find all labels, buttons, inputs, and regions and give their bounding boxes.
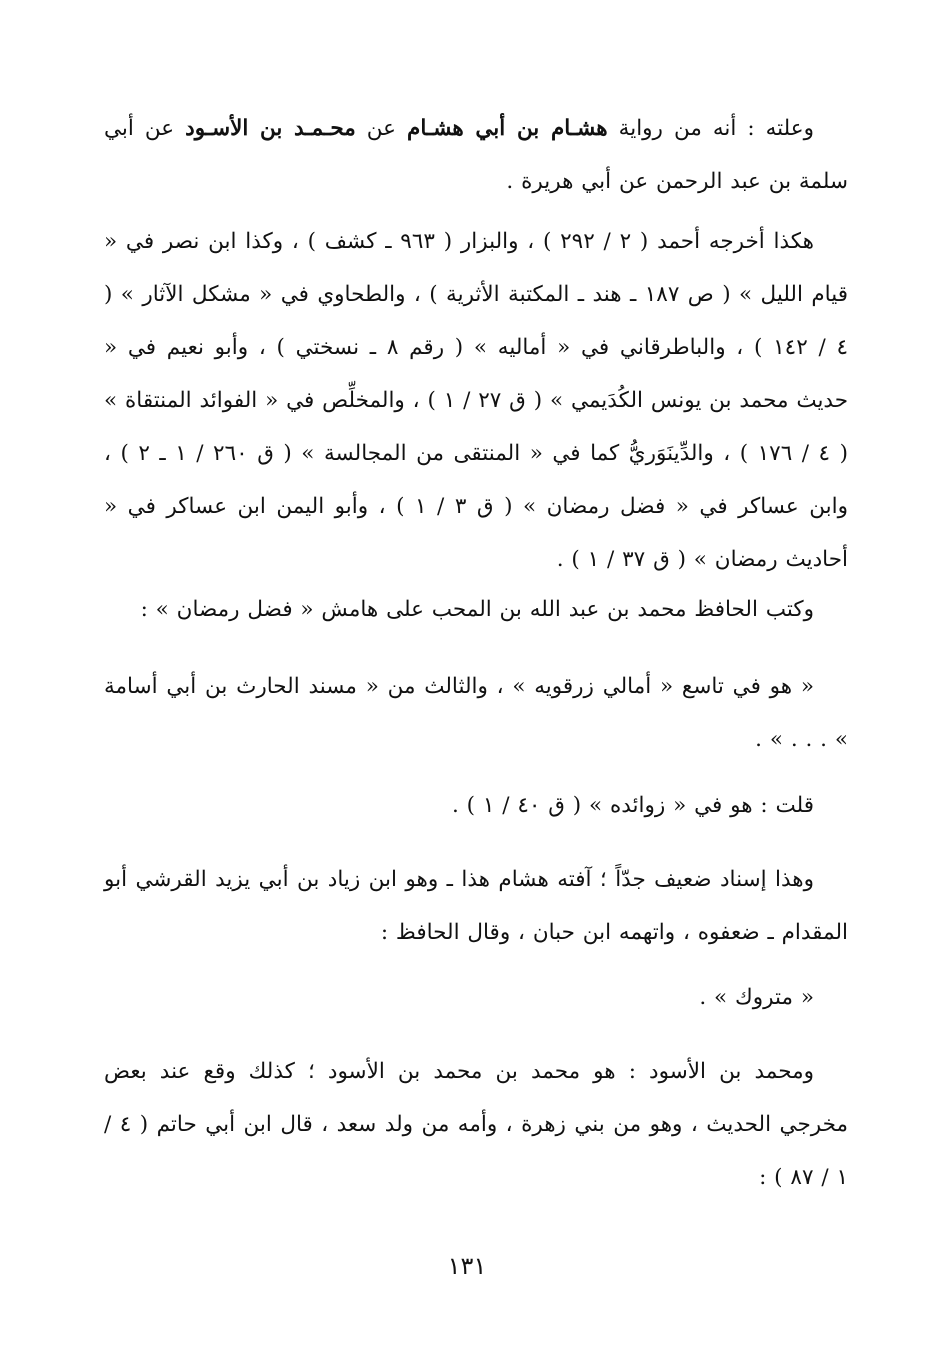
- paragraph-takhrij: هكذا أخرجه أحمد ( ٢ / ٢٩٢ ) ، والبزار ( ٩٦٣ ـ كشف ) ، وكذا ابن نصر في « قيام الليل » ( ص ١٨٧ ـ هند ـ المكتبة الأثرية ) ، والطحاوي في « مشكل الآثار » ( ٤ / ١٤٢ ) ، والباطرقاني في « أماليه » ( رقم ٨ ـ نسختي ) ، وأبو نعيم في « حديث محمد بن يونس الكُدَيمي » ( ق ٢٧ / ١ ) ، والمخلِّص في « الفوائد المنتقاة » ( ٤ / ١٧٦ ) ، والدِّينَوَريُّ كما في « المنتقى من المجالسة » ( ق ٢٦٠ / ١ ـ ٢ ) ، وابن عساكر في « فضل رمضان » ( ق ٣ / ١ ) ، وأبو اليمن ابن عساكر في « أحاديث رمضان » ( ق ٣٧ / ١ ) .: [104, 229, 849, 572]
- narrator-name-muhammad: محـمـد بن الأسـود: [185, 116, 356, 141]
- paragraph-illa: [104, 102, 848, 208]
- paragraph-quote-amali: « هو في تاسع « أمالي زرقويه » ، والثالث من « مسند الحارث بن أبي أسامة » . . . » .: [104, 674, 848, 752]
- paragraph-matruk: « متروك » .: [699, 985, 814, 1010]
- page-number: ١٣١: [447, 1252, 487, 1280]
- paragraph-qultu: قلت : هو في « زوائده » ( ق ٤٠ / ١ ) .: [451, 793, 814, 818]
- text-segment: وعلته : أنه من رواية: [607, 116, 814, 141]
- paragraph-isnad-weak: وهذا إسناد ضعيف جدّاً ؛ آفته هشام هذا ـ وهو ابن زياد بن أبي يزيد القرشي أبو المقدام ـ ضعفوه ، واتهمه ابن حبان ، وقال الحافظ :: [104, 867, 848, 945]
- narrator-name-hisham: هشـام بن أبي هشـام: [407, 116, 608, 141]
- text-segment: عن أبي سلمة بن عبد الرحمن عن أبي هريرة .: [104, 116, 848, 194]
- paragraph-hafiz-note: وكتب الحافظ محمد بن عبد الله بن المحب على هامش « فضل رمضان » :: [140, 597, 814, 622]
- paragraph-muhammad-aswad: ومحمد بن الأسود : هو محمد بن محمد بن الأسود ؛ كذلك وقع عند بعض مخرجي الحديث ، وهو من بني زهرة ، وأمه من ولد سعد ، قال ابن أبي حاتم ( ٤ / ١ / ٨٧ ) :: [104, 1059, 849, 1190]
- text-segment: عن: [355, 116, 408, 141]
